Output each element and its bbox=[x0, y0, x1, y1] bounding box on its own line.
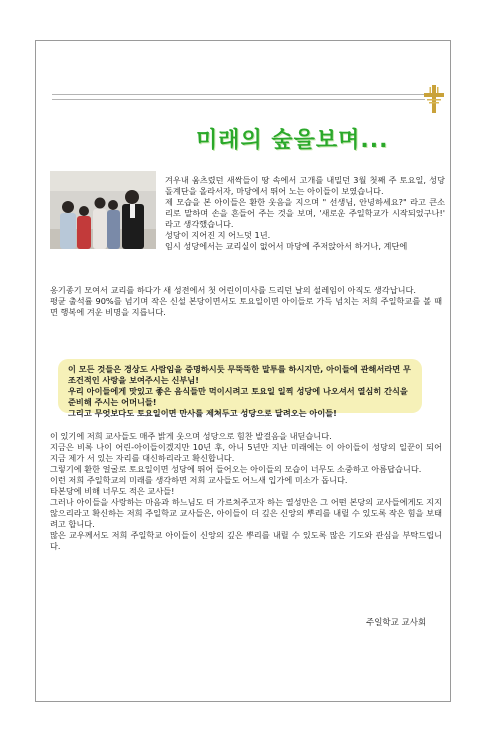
highlight-box bbox=[58, 359, 422, 418]
page-title: 미래의 숲을보며... bbox=[196, 128, 389, 153]
callout-line: 이 모든 것들은 경상도 사람임을 증명하시듯 무뚝뚝한 말투를 하시지만, 아이들에 관해서라면 무조건적인 사랑을 보여주시는 신부님! bbox=[68, 364, 411, 385]
intro-text bbox=[165, 175, 445, 252]
paragraph: 그러나 아이들을 사랑하는 마음과 하느님도 더 가르쳐주고자 하는 열성만은 그 어떤 본당의 교사들에게도 지지 않으리라고 확신하는 저희 주일학교 교사들은, 아이들이 더 깊은 신앙의 뿌리를 내릴 수 있도록 작은 힘을 보태려고 합니다. bbox=[50, 497, 442, 529]
paragraph: 평균 출석률 90%를 넘기며 작은 신설 본당이면서도 토요일이면 아이들로 가득 넘치는 저희 주일학교를 볼 때면 행복에 겨운 비명을 지릅니다. bbox=[50, 296, 442, 317]
continued-text bbox=[50, 285, 442, 318]
callout-line: 그리고 무엇보다도 토요일이면 만사를 제쳐두고 성당으로 달려오는 아이들! bbox=[68, 408, 337, 418]
paragraph: 제 모습을 본 아이들은 환한 웃음을 지으며 " 선생님, 안녕하세요?" 라고 큰소리로 말하며 손을 흔들어 주는 것을 보며, '새로운 주일학교가 시작되었구나!' 라고 생각했습니다. bbox=[165, 197, 445, 229]
body-text bbox=[50, 431, 442, 552]
paragraph: 많은 교우께서도 저희 주일학교 아이들이 신앙의 깊은 뿌리를 내릴 수 있도록 많은 기도와 관심을 부탁드립니다. bbox=[50, 530, 442, 551]
paragraph: 성당이 지어진 지 어느덧 1년. bbox=[165, 230, 271, 240]
cross-icon bbox=[422, 84, 446, 114]
paragraph: 겨우내 움츠렸던 새싹들이 땅 속에서 고개를 내밀던 3월 첫째 주 토요일, 성당 돌계단을 올라서자, 마당에서 뛰어 노는 아이들이 보였습니다. bbox=[165, 175, 445, 196]
signature: 주일학교 교사회 bbox=[366, 618, 427, 628]
callout-line: 우리 아이들에게 맛있고 좋은 음식들만 먹이시려고 토요일 일찍 성당에 나오셔서 열심히 간식을 준비해 주시는 어머니들! bbox=[68, 386, 408, 407]
paragraph: 임시 성당에서는 교리실이 없어서 마당에 주저앉아서 하거나, 계단에 bbox=[165, 241, 408, 251]
group-photo bbox=[50, 171, 156, 249]
newsletter-page bbox=[35, 40, 451, 702]
paragraph: 옹기종기 모여서 교리를 하다가 새 성전에서 첫 어린이미사를 드리던 날의 설레임이 아직도 생각납니다. bbox=[50, 285, 417, 295]
header-rule bbox=[52, 94, 425, 100]
paragraph: 이 있기에 저희 교사들도 매주 밝게 웃으며 성당으로 힘찬 발걸음을 내딛습니다. bbox=[50, 431, 332, 441]
paragraph: 이런 저희 주일학교의 미래를 생각하면 저희 교사들도 어느새 입가에 미소가 돕니다. bbox=[50, 475, 348, 485]
paragraph: 그렇기에 환한 얼굴로 토요일이면 성당에 뛰어 들어오는 아이들의 모습이 너무도 소중하고 아름답습니다. bbox=[50, 464, 422, 474]
paragraph: 지금은 비록 나이 어린-아이들이겠지만 10년 후, 아니 5년만 지난 미래에는 이 아이들이 성당의 일꾼이 되어 지금 제가 서 있는 자리를 대신하리라고 확신합니다. bbox=[50, 442, 442, 463]
paragraph: 타본당에 비해 너무도 적은 교사들! bbox=[50, 486, 175, 496]
